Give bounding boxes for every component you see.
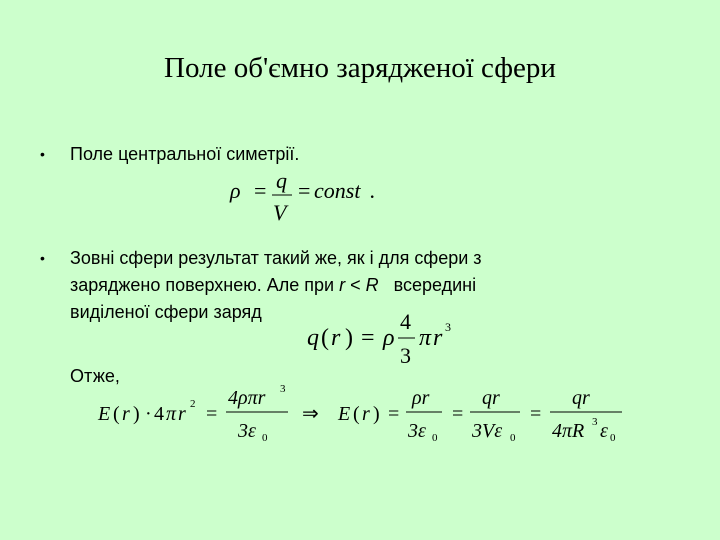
subscript: 0 [262,432,268,444]
subscript: 0 [610,432,616,444]
fraction-numerator: qr [572,387,590,409]
bullet-icon: • [40,146,45,162]
rho-symbol: ρ [230,178,241,203]
equals-sign: = [530,403,542,425]
implies-arrow: ⇒ [302,403,319,425]
fraction-numerator: q [276,168,287,193]
subscript: 0 [432,432,438,444]
dot-operator: · [145,403,152,425]
fraction-numerator: ρr [412,387,430,409]
bullet-line-text: всередині [378,275,477,295]
paren-left: ( [353,403,360,425]
exponent: 3 [445,320,451,334]
fraction-denominator: 3Vε [472,420,503,442]
equals-sign: = [206,403,218,425]
bullet-icon: • [40,250,45,266]
exponent: 3 [592,416,598,428]
q-symbol: q [307,325,319,351]
equals-sign: = [452,403,464,425]
pi-symbol: π [166,403,177,425]
exponent: 3 [280,383,286,395]
const-text: const [314,178,361,203]
equals-sign: = [388,403,400,425]
formula-charge [305,305,465,375]
variable-r: r [339,275,346,295]
variable-R: R [365,275,379,295]
period: . [370,178,376,203]
bullet-line: виділеної сфери заряд [70,302,262,322]
r-symbol: r [331,325,341,351]
formula-field [96,380,636,450]
formula-density [228,170,398,230]
fraction-numerator: qr [482,387,500,409]
fraction-denominator: V [273,200,287,225]
four: 4 [154,403,164,425]
equals-sign: = [298,178,311,203]
fraction-denominator: 4πR [552,420,585,442]
r-symbol: r [433,325,443,351]
E-symbol: E [338,403,351,425]
epsilon-symbol: ε [600,420,608,442]
paren-right: ) [345,325,353,351]
rho-symbol: ρ [383,325,395,351]
fraction-denominator: 3ε [238,420,256,442]
E-symbol: E [98,403,111,425]
subscript: 0 [510,432,516,444]
r-symbol: r [362,403,370,425]
paren-right: ) [133,403,140,425]
bullet-text: Поле центральної симетрії. [70,144,300,164]
exponent: 2 [190,398,196,410]
equals-sign: = [361,325,375,351]
fraction-numerator: 4 [400,309,411,334]
paren-left: ( [113,403,120,425]
equals-sign: = [254,178,267,203]
less-than: < [345,275,366,295]
r-symbol: r [122,403,130,425]
otzhe-text: Отже, [70,366,120,386]
fraction-denominator: 3 [400,343,411,368]
bullet-line-text: заряджено поверхнею. Але при [70,275,340,295]
r-symbol: r [178,403,186,425]
paren-right: ) [373,403,380,425]
bullet-line: Зовні сфери результат такий же, як і для сфери з [70,248,482,268]
slide-title: Поле об'ємно зарядженої сфери [164,52,556,84]
bullet-line [70,272,482,299]
fraction-denominator: 3ε [408,420,426,442]
fraction-numerator: 4ρπr [228,387,266,409]
paren-left: ( [321,325,329,351]
pi-symbol: π [419,325,432,351]
